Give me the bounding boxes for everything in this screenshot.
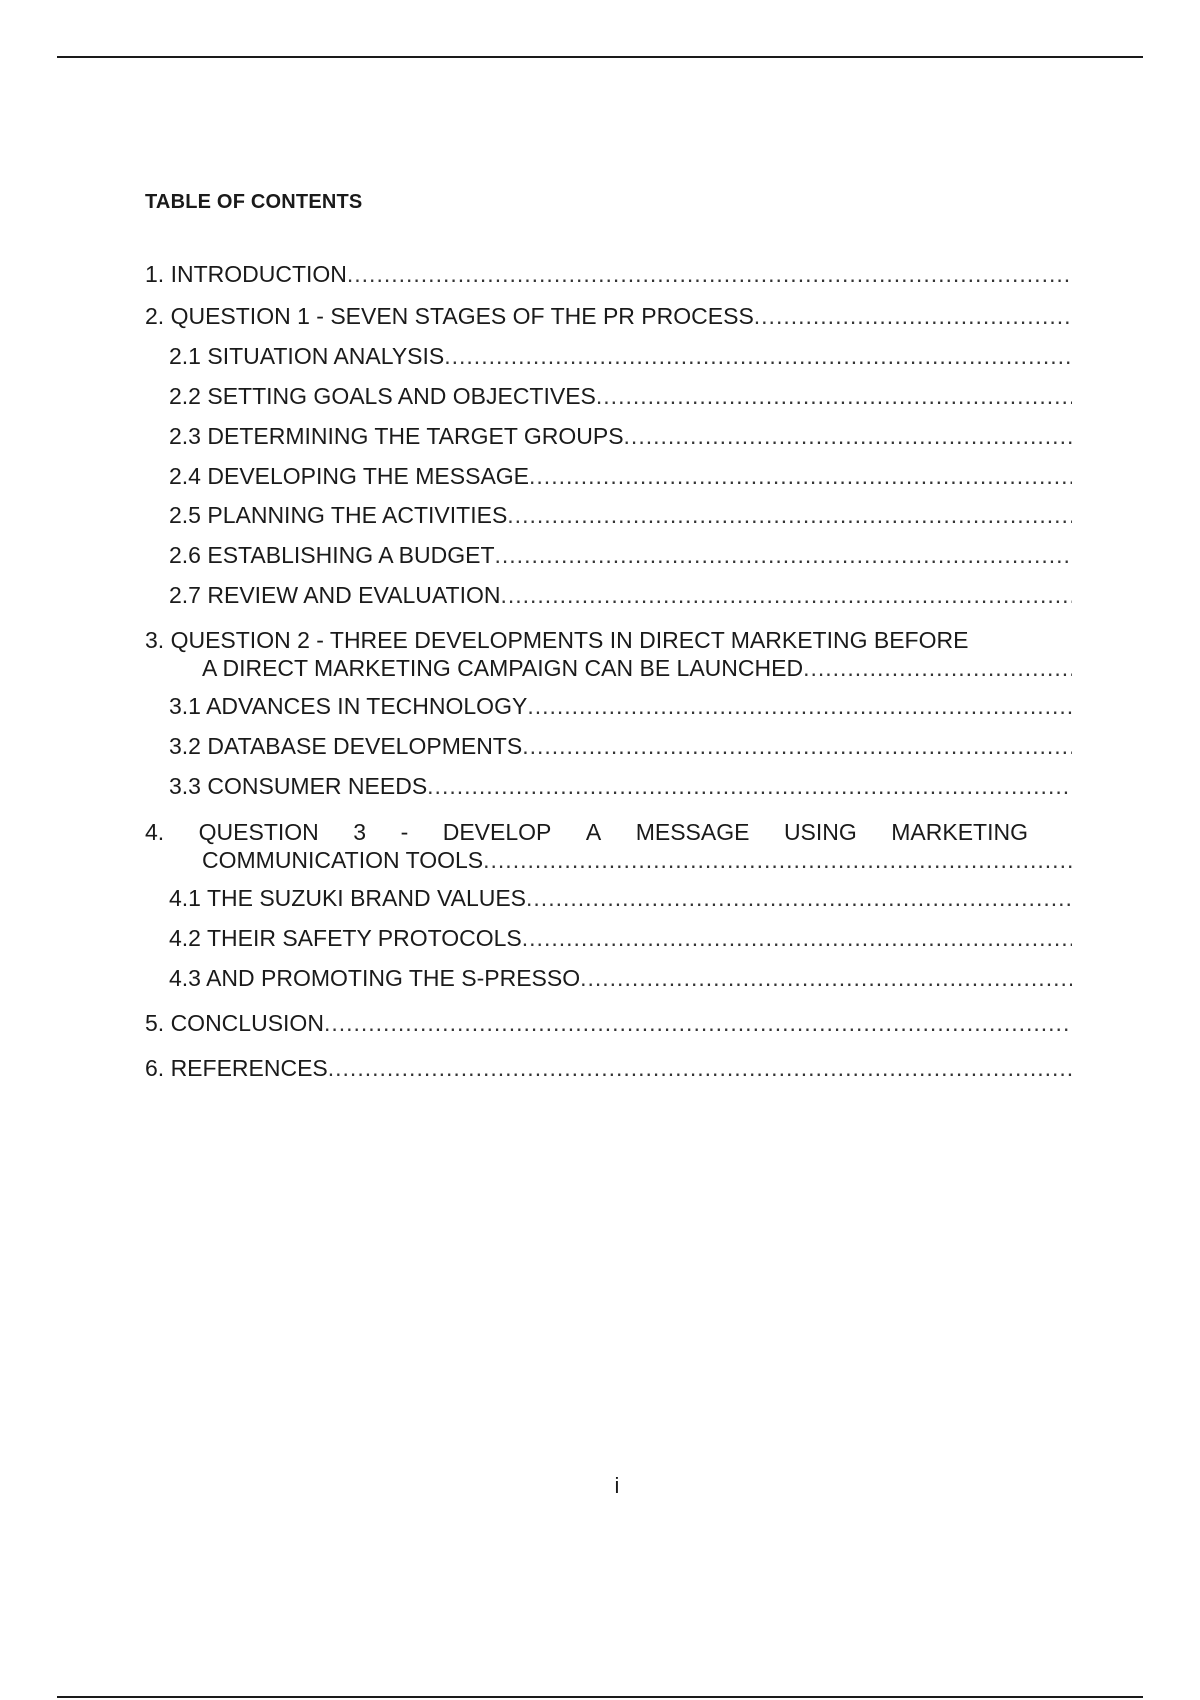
toc-word: MARKETING <box>891 819 1028 845</box>
toc-entry-3-2[interactable] <box>169 732 1072 760</box>
toc-entry-label: 3.1 ADVANCES IN TECHNOLOGY <box>169 693 528 719</box>
toc-entry-label: 4.3 AND PROMOTING THE S-PRESSO <box>169 965 581 991</box>
toc-entry-2-1[interactable] <box>169 342 1072 370</box>
toc-entry-2-4[interactable] <box>169 462 1072 490</box>
dot-leader <box>624 422 1072 450</box>
toc-entry-4-1[interactable] <box>169 884 1072 912</box>
dot-leader <box>507 501 1072 529</box>
footer-rule <box>57 1696 1143 1698</box>
toc-entry-question-3[interactable] <box>145 818 1072 874</box>
toc-entry-question-2[interactable] <box>145 626 1072 682</box>
dot-leader <box>527 692 1072 720</box>
dot-leader <box>328 1054 1072 1082</box>
toc-entry-label: 2.5 PLANNING THE ACTIVITIES <box>169 502 508 528</box>
toc-word: MESSAGE <box>635 819 750 845</box>
toc-entry-label: 2.2 SETTING GOALS AND OBJECTIVES <box>169 383 596 409</box>
toc-entry-references[interactable] <box>145 1054 1072 1082</box>
dot-leader <box>803 654 1072 682</box>
toc-word: 4. <box>145 819 165 845</box>
toc-entry-label: 3.2 DATABASE DEVELOPMENTS <box>169 733 523 759</box>
toc-entry-2-5[interactable] <box>169 501 1072 529</box>
toc-word: QUESTION <box>198 819 319 845</box>
toc-entry-conclusion[interactable] <box>145 1009 1072 1037</box>
dot-leader <box>500 581 1072 609</box>
toc-entry-label: 6. REFERENCES <box>145 1055 328 1081</box>
toc-entry-2-6[interactable] <box>169 541 1072 569</box>
toc-entry-label-line-2: COMMUNICATION TOOLS <box>202 847 484 873</box>
toc-entry-label-line-2: A DIRECT MARKETING CAMPAIGN CAN BE LAUNCHED <box>202 655 804 681</box>
toc-entry-2-2[interactable] <box>169 382 1072 410</box>
dot-leader <box>529 462 1072 490</box>
dot-leader <box>522 924 1072 952</box>
dot-leader <box>580 964 1072 992</box>
dot-leader <box>347 260 1072 288</box>
toc-entry-introduction[interactable] <box>145 260 1072 288</box>
dot-leader <box>483 846 1072 874</box>
toc-word: 3 <box>353 819 367 845</box>
toc-entry-question-1[interactable] <box>145 302 1072 330</box>
toc-heading: TABLE OF CONTENTS <box>145 191 363 213</box>
toc-entry-4-3[interactable] <box>169 964 1072 992</box>
toc-word: - <box>400 819 409 845</box>
dot-leader <box>596 382 1072 410</box>
dot-leader <box>526 884 1072 912</box>
toc-entry-label: 2.6 ESTABLISHING A BUDGET <box>169 542 495 568</box>
dot-leader <box>495 541 1072 569</box>
toc-entry-label-line-1 <box>145 818 1028 846</box>
toc-entry-label: 2.7 REVIEW AND EVALUATION <box>169 582 501 608</box>
toc-entry-label: 4.2 THEIR SAFETY PROTOCOLS <box>169 925 522 951</box>
toc-entry-2-3[interactable] <box>169 422 1072 450</box>
dot-leader <box>427 772 1072 800</box>
toc-word: A <box>585 819 602 845</box>
dot-leader <box>754 302 1072 330</box>
toc-entry-label: 2.3 DETERMINING THE TARGET GROUPS <box>169 423 624 449</box>
toc-entry-2-7[interactable] <box>169 581 1072 609</box>
dot-leader <box>522 732 1072 760</box>
page-number: i <box>614 1473 620 1498</box>
toc-word: DEVELOP <box>442 819 552 845</box>
toc-entry-3-3[interactable] <box>169 772 1072 800</box>
toc-entry-label: 2.4 DEVELOPING THE MESSAGE <box>169 463 530 489</box>
toc-entry-label: 2. QUESTION 1 - SEVEN STAGES OF THE PR PROCESS <box>145 303 754 329</box>
toc-entry-4-2[interactable] <box>169 924 1072 952</box>
toc-entry-label: 5. CONCLUSION <box>145 1010 324 1036</box>
toc-entry-label: 1. INTRODUCTION <box>145 261 347 287</box>
toc-entry-3-1[interactable] <box>169 692 1072 720</box>
toc-entry-label-line-1: 3. QUESTION 2 - THREE DEVELOPMENTS IN DIRECT MARKETING BEFORE <box>145 627 969 653</box>
dot-leader <box>444 342 1072 370</box>
header-rule <box>57 56 1143 58</box>
toc-entry-label: 3.3 CONSUMER NEEDS <box>169 773 428 799</box>
toc-entry-label: 4.1 THE SUZUKI BRAND VALUES <box>169 885 527 911</box>
toc-entry-label: 2.1 SITUATION ANALYSIS <box>169 343 445 369</box>
toc-word: USING <box>783 819 857 845</box>
dot-leader <box>324 1009 1072 1037</box>
